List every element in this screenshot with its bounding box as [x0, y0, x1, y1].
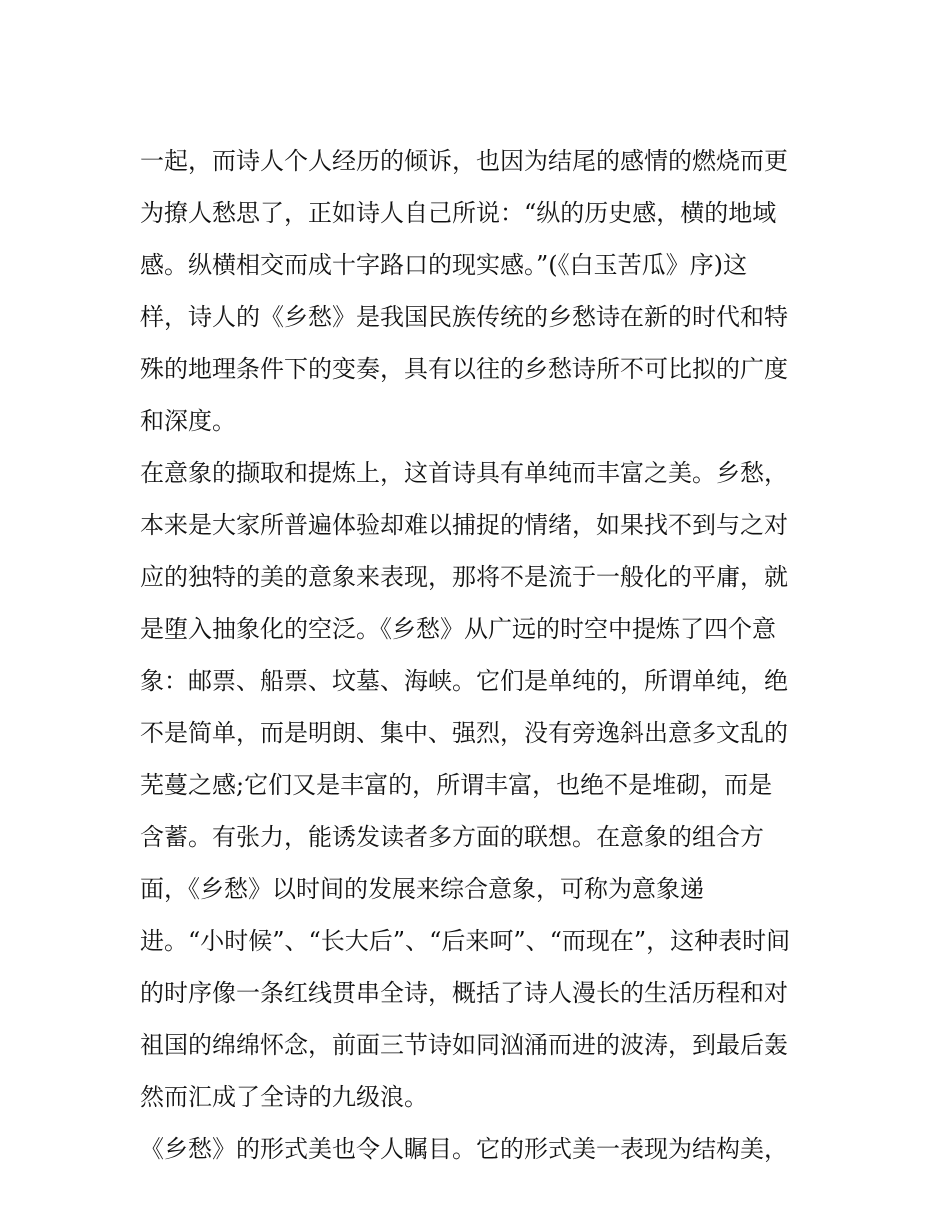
text-line: 为撩人愁思了，正如诗人自己所说：“纵的历史感，横的地域 [140, 199, 777, 227]
text-line: 殊的地理条件下的变奏，具有以往的乡愁诗所不可比拟的广度 [140, 355, 788, 383]
text-line: 祖国的绵绵怀念，前面三节诗如同汹涌而进的波涛，到最后轰 [140, 1031, 788, 1059]
text-line: 是堕入抽象化的空泛。《乡愁》从广远的时空中提炼了四个意 [140, 615, 776, 643]
body-text [140, 135, 830, 1175]
text-line: 样，诗人的《乡愁》是我国民族传统的乡愁诗在新的时代和特 [140, 303, 788, 331]
text-line: 应的独特的美的意象来表现，那将不是流于一般化的平庸，就 [140, 563, 788, 591]
text-line: 感。纵横相交而成十字路口的现实感。”(《白玉苦瓜》序)这 [140, 251, 747, 279]
text-line: 《乡愁》的形式美也令人瞩目。它的形式美一表现为结构美， [140, 1135, 788, 1163]
text-line: 面，《乡愁》以时间的发展来综合意象，可称为意象递 [140, 875, 704, 903]
text-line: 和深度。 [140, 407, 236, 435]
text-line: 不是简单，而是明朗、集中、强烈，没有旁逸斜出意多文乱的 [140, 719, 788, 747]
text-line: 含蓄。有张力，能诱发读者多方面的联想。在意象的组合方 [140, 823, 764, 851]
text-line: 本来是大家所普遍体验却难以捕捉的情绪，如果找不到与之对 [140, 511, 788, 539]
text-line: 一起，而诗人个人经历的倾诉，也因为结尾的感情的燃烧而更 [140, 147, 788, 175]
text-line: 的时序像一条红线贯串全诗，概括了诗人漫长的生活历程和对 [140, 979, 788, 1007]
text-line: 象：邮票、船票、坟墓、海峡。它们是单纯的，所谓单纯，绝 [140, 667, 788, 695]
text-line: 芜蔓之感;它们又是丰富的，所谓丰富，也绝不是堆砌，而是 [140, 771, 773, 799]
text-line: 在意象的撷取和提炼上，这首诗具有单纯而丰富之美。乡愁， [140, 459, 788, 487]
text-line: 然而汇成了全诗的九级浪。 [140, 1083, 428, 1111]
text-line: 进。“小时候”、“长大后”、“后来呵”、“而现在”，这种表时间 [140, 927, 791, 955]
